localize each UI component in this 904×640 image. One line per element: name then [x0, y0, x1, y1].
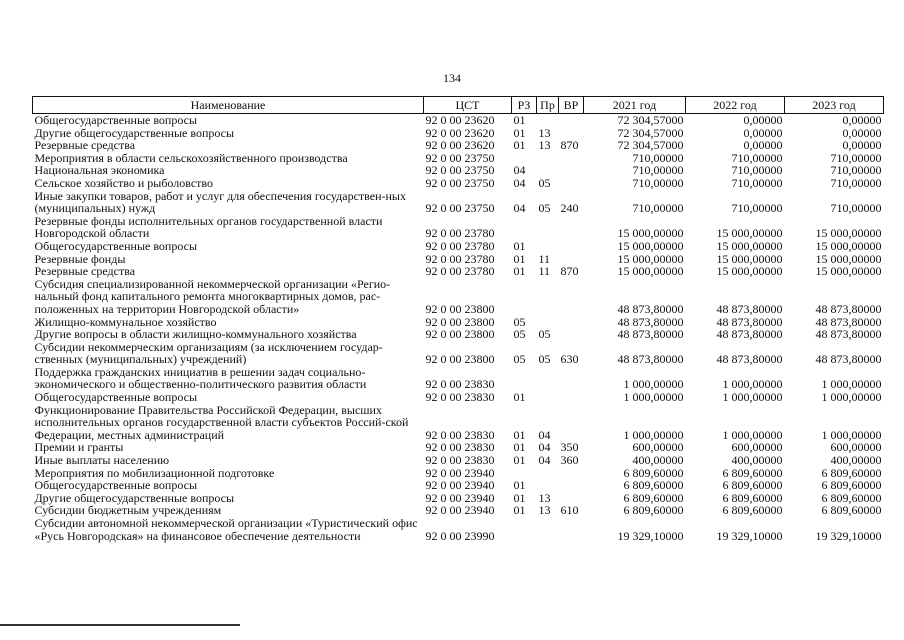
cell-rz: 01	[513, 264, 526, 279]
table-row	[33, 391, 884, 404]
cell-v2022: 710,00000	[731, 150, 783, 165]
table-row	[33, 114, 884, 127]
cell-v2022: 15 000,00000	[716, 226, 783, 241]
cell-pr: 05	[538, 327, 551, 342]
cell-vr	[559, 177, 584, 190]
cell-name: Субсидии автономной некоммерческой организации «Туристический офис «Русь Новгородская» на финансовое обеспечение деятельности	[34, 516, 418, 543]
cell-cst: 92 0 00 23990	[425, 528, 495, 543]
cell-v2023: 19 329,10000	[815, 528, 882, 543]
cell-name: Сельское хозяйство и рыболовство	[34, 175, 214, 190]
cell-v2023: 710,00000	[830, 163, 882, 178]
table-row	[33, 240, 884, 253]
cell-v2022: 0,00000	[743, 138, 783, 153]
cell-v2021: 710,00000	[632, 163, 684, 178]
cell-pr	[537, 215, 559, 240]
header-vr: ВР	[559, 97, 584, 114]
cell-rz: 01	[513, 440, 526, 455]
cell-cst: 92 0 00 23750	[425, 163, 495, 178]
cell-v2022: 6 809,60000	[722, 478, 783, 493]
cell-cst: 92 0 00 23620	[425, 125, 495, 140]
cell-v2022: 15 000,00000	[716, 238, 783, 253]
table-row	[33, 265, 884, 278]
cell-vr: 360	[560, 453, 579, 468]
cell-v2023: 0,00000	[842, 125, 882, 140]
cell-cst: 92 0 00 23830	[425, 427, 495, 442]
cell-vr: 630	[560, 352, 579, 367]
cell-v2021: 6 809,60000	[623, 503, 684, 518]
cell-pr: 05	[538, 201, 551, 216]
cell-name: Иные выплаты населению	[34, 453, 170, 468]
cell-cst: 92 0 00 23830	[425, 390, 495, 405]
cell-vr: 350	[560, 440, 579, 455]
cell-cst: 92 0 00 23780	[425, 226, 495, 241]
cell-cst: 92 0 00 23800	[425, 301, 495, 316]
header-2021: 2021 год	[584, 97, 686, 114]
budget-table	[32, 96, 884, 542]
cell-name: Резервные фонды	[34, 251, 126, 266]
cell-v2022: 710,00000	[731, 163, 783, 178]
cell-v2022: 6 809,60000	[722, 465, 783, 480]
cell-v2022: 600,00000	[731, 440, 783, 455]
cell-vr	[559, 215, 584, 240]
cell-rz: 01	[513, 125, 526, 140]
cell-v2021: 6 809,60000	[623, 465, 684, 480]
cell-v2023: 710,00000	[830, 201, 882, 216]
cell-v2023: 6 809,60000	[821, 503, 882, 518]
cell-pr: 04	[538, 453, 551, 468]
cell-rz	[512, 278, 537, 316]
cell-v2022: 48 873,80000	[716, 327, 783, 342]
cell-v2023: 0,00000	[842, 138, 882, 153]
cell-cst: 92 0 00 23750	[425, 201, 495, 216]
cell-v2022: 0,00000	[743, 125, 783, 140]
cell-v2022: 15 000,00000	[716, 264, 783, 279]
cell-v2023: 6 809,60000	[821, 490, 882, 505]
cell-v2022: 48 873,80000	[716, 352, 783, 367]
cell-v2021: 19 329,10000	[617, 528, 684, 543]
cell-rz: 04	[513, 163, 526, 178]
cell-v2023: 600,00000	[830, 440, 882, 455]
cell-name: Субсидии некоммерческим организациям (за исключением государ-ственных (муниципальных) учреждений)	[34, 339, 383, 367]
cell-rz	[512, 517, 537, 542]
cell-v2021: 48 873,80000	[617, 352, 684, 367]
cell-pr	[537, 240, 559, 253]
cell-cst: 92 0 00 23620	[425, 138, 495, 153]
table-row	[33, 341, 884, 366]
cell-rz: 01	[513, 478, 526, 493]
cell-v2023: 15 000,00000	[815, 238, 882, 253]
cell-rz	[512, 366, 537, 391]
cell-v2023: 15 000,00000	[815, 264, 882, 279]
cell-pr: 05	[538, 175, 551, 190]
cell-pr	[537, 114, 559, 127]
cell-vr	[559, 240, 584, 253]
cell-vr	[559, 152, 584, 165]
cell-name: Общегосударственные вопросы	[34, 390, 198, 405]
header-cst: ЦСТ	[424, 97, 512, 114]
table-row	[33, 479, 884, 492]
cell-pr: 13	[538, 138, 551, 153]
cell-rz: 01	[513, 503, 526, 518]
cell-cst: 92 0 00 23800	[425, 327, 495, 342]
cell-rz: 05	[513, 314, 526, 329]
cell-v2023: 48 873,80000	[815, 314, 882, 329]
table-row	[33, 517, 884, 542]
cell-v2021: 15 000,00000	[617, 251, 684, 266]
cell-rz: 01	[513, 251, 526, 266]
header-2023: 2023 год	[785, 97, 884, 114]
cell-name: Резервные фонды исполнительных органов государственной власти Новгородской области	[34, 213, 383, 241]
cell-v2021: 710,00000	[632, 150, 684, 165]
cell-v2021: 6 809,60000	[623, 490, 684, 505]
cell-v2021: 15 000,00000	[617, 264, 684, 279]
cell-cst: 92 0 00 23830	[425, 377, 495, 392]
table-row	[33, 177, 884, 190]
cell-v2022: 710,00000	[731, 175, 783, 190]
cell-vr	[559, 479, 584, 492]
cell-v2021: 48 873,80000	[617, 327, 684, 342]
cell-pr	[537, 467, 559, 480]
cell-rz: 01	[513, 427, 526, 442]
cell-v2021: 72 304,57000	[617, 125, 684, 140]
cell-pr	[537, 152, 559, 165]
cell-v2023: 0,00000	[842, 113, 882, 127]
cell-v2023: 1 000,00000	[821, 377, 882, 392]
cell-v2023: 710,00000	[830, 150, 882, 165]
cell-rz: 01	[513, 138, 526, 153]
header-rz: РЗ	[512, 97, 537, 114]
cell-v2023: 48 873,80000	[815, 301, 882, 316]
cell-v2021: 48 873,80000	[617, 314, 684, 329]
cell-name: Другие общегосударственные вопросы	[34, 490, 235, 505]
cell-pr	[537, 391, 559, 404]
cell-v2021: 600,00000	[632, 440, 684, 455]
cell-pr: 11	[538, 264, 551, 279]
cell-name: Жилищно-коммунальное хозяйство	[34, 314, 217, 329]
cell-cst: 92 0 00 23780	[425, 264, 495, 279]
table-row	[33, 190, 884, 215]
header-name: Наименование	[33, 97, 424, 114]
cell-cst: 92 0 00 23830	[425, 453, 495, 468]
cell-rz: 05	[513, 352, 526, 367]
cell-v2021: 72 304,57000	[617, 113, 684, 127]
cell-rz: 04	[513, 201, 526, 216]
cell-v2022: 1 000,00000	[722, 377, 783, 392]
cell-v2021: 6 809,60000	[623, 478, 684, 493]
cell-rz: 01	[513, 490, 526, 505]
table-header-row	[33, 97, 884, 114]
cell-cst: 92 0 00 23940	[425, 465, 495, 480]
cell-rz	[512, 215, 537, 240]
cell-pr: 05	[538, 352, 551, 367]
cell-v2021: 1 000,00000	[623, 427, 684, 442]
cell-v2023: 1 000,00000	[821, 427, 882, 442]
cell-cst: 92 0 00 23940	[425, 478, 495, 493]
cell-pr	[537, 366, 559, 391]
cell-v2021: 1 000,00000	[623, 390, 684, 405]
cell-v2021: 710,00000	[632, 201, 684, 216]
cell-v2021: 15 000,00000	[617, 226, 684, 241]
cell-pr: 04	[538, 427, 551, 442]
cell-vr	[559, 114, 584, 127]
cell-v2022: 400,00000	[731, 453, 783, 468]
cell-v2021: 400,00000	[632, 453, 684, 468]
cell-v2022: 48 873,80000	[716, 314, 783, 329]
cell-vr: 870	[560, 138, 579, 153]
cell-v2022: 710,00000	[731, 201, 783, 216]
header-2022: 2022 год	[686, 97, 785, 114]
cell-cst: 92 0 00 23750	[425, 175, 495, 190]
cell-pr	[537, 517, 559, 542]
cell-name: Субсидия специализированной некоммерческой организации «Регио-нальный фонд капитального ремонта многоквартирных домов, рас-положенных на территории Новгородской области»	[34, 276, 391, 316]
cell-vr	[559, 404, 584, 442]
cell-rz: 01	[513, 238, 526, 253]
cell-vr	[559, 366, 584, 391]
cell-v2023: 48 873,80000	[815, 352, 882, 367]
cell-name: Резервные средства	[34, 138, 136, 153]
cell-pr: 11	[538, 251, 551, 266]
cell-v2023: 48 873,80000	[815, 327, 882, 342]
cell-cst: 92 0 00 23800	[425, 314, 495, 329]
cell-pr: 13	[538, 503, 551, 518]
cell-cst: 92 0 00 23750	[425, 150, 495, 165]
cell-v2023: 15 000,00000	[815, 251, 882, 266]
cell-rz: 01	[513, 390, 526, 405]
table-row	[33, 404, 884, 442]
page-number: 134	[443, 71, 461, 85]
cell-v2023: 1 000,00000	[821, 390, 882, 405]
cell-rz: 04	[513, 175, 526, 190]
cell-vr	[559, 467, 584, 480]
cell-v2022: 6 809,60000	[722, 503, 783, 518]
cell-v2023: 6 809,60000	[821, 465, 882, 480]
cell-rz: 01	[513, 453, 526, 468]
cell-pr	[537, 479, 559, 492]
cell-vr	[559, 517, 584, 542]
cell-name: Общегосударственные вопросы	[34, 238, 198, 253]
cell-name: Общегосударственные вопросы	[34, 478, 198, 493]
table-row	[33, 139, 884, 152]
cell-v2022: 0,00000	[743, 113, 783, 127]
cell-v2023: 15 000,00000	[815, 226, 882, 241]
table-row	[33, 328, 884, 341]
cell-name: Премии и гранты	[34, 440, 124, 455]
cell-vr	[559, 328, 584, 341]
cell-cst: 92 0 00 23830	[425, 440, 495, 455]
cell-cst: 92 0 00 23940	[425, 490, 495, 505]
cell-v2022: 15 000,00000	[716, 251, 783, 266]
cell-rz: 05	[513, 327, 526, 342]
cell-name: Общегосударственные вопросы	[34, 113, 198, 127]
cell-v2022: 6 809,60000	[722, 490, 783, 505]
cell-cst: 92 0 00 23620	[425, 113, 495, 127]
cell-name: Субсидии бюджетным учреждениям	[34, 503, 222, 518]
cell-pr: 13	[538, 125, 551, 140]
header-pr: Пр	[537, 97, 559, 114]
cell-v2022: 1 000,00000	[722, 390, 783, 405]
cell-name: Резервные средства	[34, 264, 136, 279]
cell-vr	[559, 316, 584, 329]
cell-v2022: 19 329,10000	[716, 528, 783, 543]
cell-v2021: 15 000,00000	[617, 238, 684, 253]
cell-cst: 92 0 00 23800	[425, 352, 495, 367]
table-row	[33, 215, 884, 240]
cell-vr: 870	[560, 264, 579, 279]
table-body	[33, 114, 884, 543]
cell-pr: 04	[538, 440, 551, 455]
page-bottom-rule	[0, 624, 240, 626]
cell-vr	[559, 278, 584, 316]
cell-vr: 610	[560, 503, 579, 518]
cell-name: Национальная экономика	[34, 163, 165, 178]
cell-v2022: 48 873,80000	[716, 301, 783, 316]
cell-v2021: 710,00000	[632, 175, 684, 190]
cell-cst: 92 0 00 23780	[425, 251, 495, 266]
cell-vr: 240	[560, 201, 579, 216]
cell-v2021: 1 000,00000	[623, 377, 684, 392]
cell-v2021: 72 304,57000	[617, 138, 684, 153]
cell-v2021: 48 873,80000	[617, 301, 684, 316]
cell-name: Мероприятия по мобилизационной подготовке	[34, 465, 275, 480]
cell-name: Мероприятия в области сельскохозяйственного производства	[34, 150, 348, 165]
cell-name: Другие вопросы в области жилищно-коммунального хозяйства	[34, 327, 357, 342]
cell-v2023: 6 809,60000	[821, 478, 882, 493]
cell-name: Функционирование Правительства Российской Федерации, высших исполнительных органов государственной власти субъектов Россий-ской Федерации, местных администраций	[34, 402, 409, 442]
cell-name: Иные закупки товаров, работ и услуг для обеспечения государствен-ных (муниципальных) нужд	[34, 188, 406, 216]
cell-vr	[559, 391, 584, 404]
cell-pr: 13	[538, 490, 551, 505]
cell-v2022: 1 000,00000	[722, 427, 783, 442]
cell-cst: 92 0 00 23780	[425, 238, 495, 253]
cell-rz: 01	[513, 113, 526, 127]
table-row	[33, 278, 884, 316]
cell-cst: 92 0 00 23940	[425, 503, 495, 518]
cell-name: Поддержка гражданских инициатив в решении задач социально-экономического и общественно-политического развития области	[34, 364, 367, 392]
table-row	[33, 454, 884, 467]
cell-vr	[559, 164, 584, 177]
table-row	[33, 366, 884, 391]
cell-v2023: 710,00000	[830, 175, 882, 190]
cell-name: Другие общегосударственные вопросы	[34, 125, 235, 140]
cell-v2023: 400,00000	[830, 453, 882, 468]
cell-pr	[537, 278, 559, 316]
